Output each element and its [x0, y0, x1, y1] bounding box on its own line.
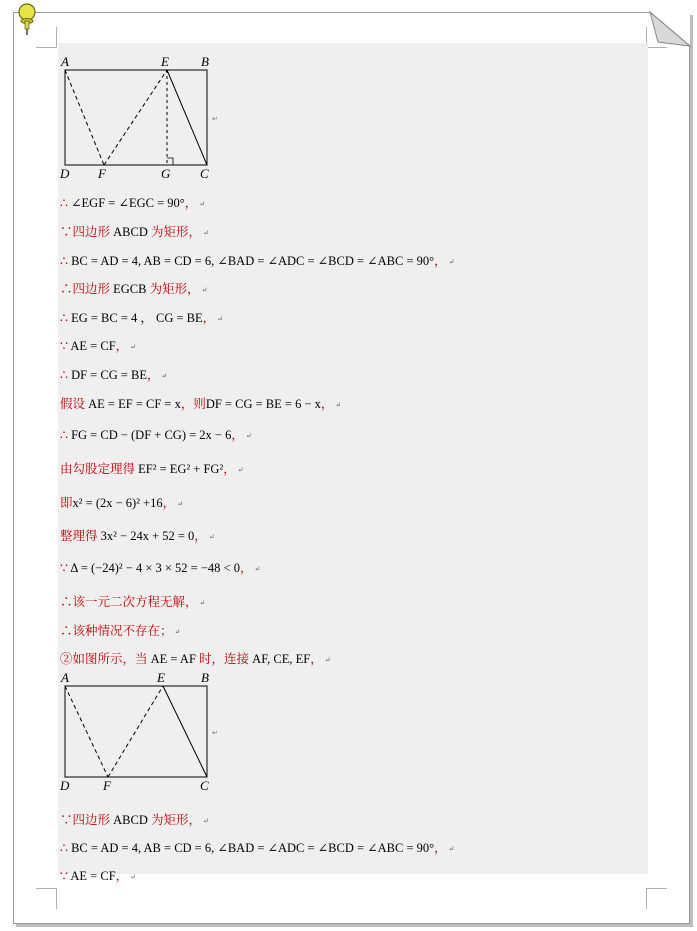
figure-2: [60, 665, 230, 793]
text-line-3: ∴ BC = AD = 4, AB = CD = 6, ∠BAD = ∠ADC = ∠BCD = ∠ABC = 90°， ↵: [60, 254, 455, 268]
label-A2: A: [61, 670, 69, 685]
label-E2: E: [157, 670, 165, 685]
text-line-5: ∴ EG = BC = 4 ， CG = BE， ↵: [60, 311, 224, 325]
margin-corner-bottom-right: [646, 888, 667, 909]
svg-text:↵: ↵: [212, 729, 218, 737]
svg-text:↵: ↵: [212, 115, 218, 123]
label-D2: D: [60, 778, 70, 793]
text-line-15: ∴该种情况不存在； ↵: [60, 624, 181, 638]
margin-corner-top-right: [646, 27, 667, 48]
text-line-7: ∴ DF = CG = BE， ↵: [60, 368, 168, 382]
label-G: G: [161, 166, 171, 181]
text-line-13: ∵ Δ = (−24)² − 4 × 3 × 52 = −48 < 0， ↵: [60, 561, 261, 575]
text-line-2: ∵四边形 ABCD 为矩形， ↵: [60, 225, 209, 239]
label-A: A: [61, 54, 69, 69]
label-F2: F: [103, 778, 111, 793]
text-line-16: ②如图所示，当 AE = AF 时，连接 AF, CE, EF， ↵: [60, 652, 331, 666]
text-line-6: ∵ AE = CF， ↵: [60, 339, 137, 353]
text-line-9: ∴ FG = CD − (DF + CG) = 2x − 6， ↵: [60, 428, 252, 442]
text-line-11: 即x² = (2x − 6)² +16， ↵: [60, 496, 184, 510]
label-B: B: [201, 54, 209, 69]
label-E: E: [161, 54, 169, 69]
text-line-8: 假设 AE = EF = CF = x，则DF = CG = BE = 6 − x， ↵: [60, 397, 342, 411]
label-B2: B: [201, 670, 209, 685]
document-body: [58, 43, 648, 883]
pushpin-icon: [14, 2, 40, 36]
text-line-17: ∵四边形 ABCD 为矩形， ↵: [60, 813, 209, 827]
text-line-4: ∴四边形 EGCB 为矩形， ↵: [60, 282, 208, 296]
text-line-12: 整理得 3x² − 24x + 52 = 0， ↵: [60, 529, 215, 543]
text-line-14: ∴该一元二次方程无解， ↵: [60, 595, 206, 609]
label-C: C: [200, 166, 209, 181]
label-C2: C: [200, 778, 209, 793]
text-line-18: ∴ BC = AD = 4, AB = CD = 6, ∠BAD = ∠ADC = ∠BCD = ∠ABC = 90°， ↵: [60, 841, 455, 855]
label-D: D: [60, 166, 70, 181]
document-page: [13, 12, 690, 924]
text-line-19: ∵ AE = CF， ↵: [60, 869, 137, 883]
text-line-1: ∴ ∠EGF = ∠EGC = 90°， ↵: [60, 196, 206, 210]
text-line-10: 由勾股定理得 EF² = EG² + FG²， ↵: [60, 462, 244, 476]
figure-1: [60, 49, 230, 181]
margin-corner-bottom-left: [36, 888, 57, 909]
label-F: F: [98, 166, 106, 181]
